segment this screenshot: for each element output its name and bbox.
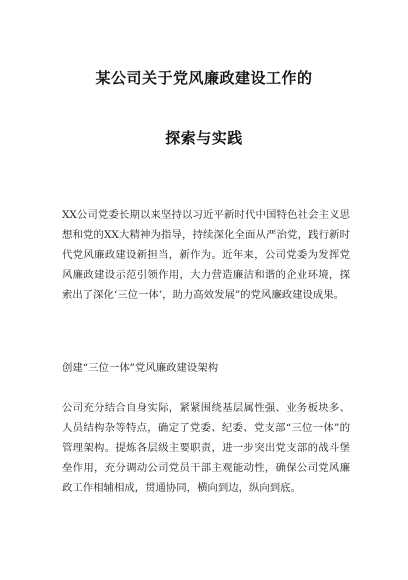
- section-heading: 创建“三位一体”党风廉政建设架构: [62, 362, 219, 374]
- document-title-line-2: 探索与实践: [165, 129, 243, 147]
- intro-paragraph: XX公司党委长期以来坚持以习近平新时代中国特色社会主义思想和党的XX大精神为指导，持续深化全面从严治党，践行新时代党风廉政建设新担当，新作为。近年来，公司党委为发挥党风廉政建设示范引领作用，大力营造廉洁和谐的企业环境，探索出了深化‘三位一体’，助力高效发展”的党风廉政建设成果。: [62, 209, 350, 301]
- document-title-line-1: 某公司关于党风廉政建设工作的: [95, 69, 313, 87]
- section-paragraph: 公司充分结合自身实际，紧紧围绕基层属性强、业务板块多、人员结构杂等特点，确定了党委、纪委、党支部“三位一体”的管理架构。提炼各层级主要职责，进一步突出党支部的战斗堡垒作用，充分调动公司党员干部主观能动性，确保公司党风廉政工作相辅相成，贯通协同，横向到边，纵向到底。: [62, 402, 350, 494]
